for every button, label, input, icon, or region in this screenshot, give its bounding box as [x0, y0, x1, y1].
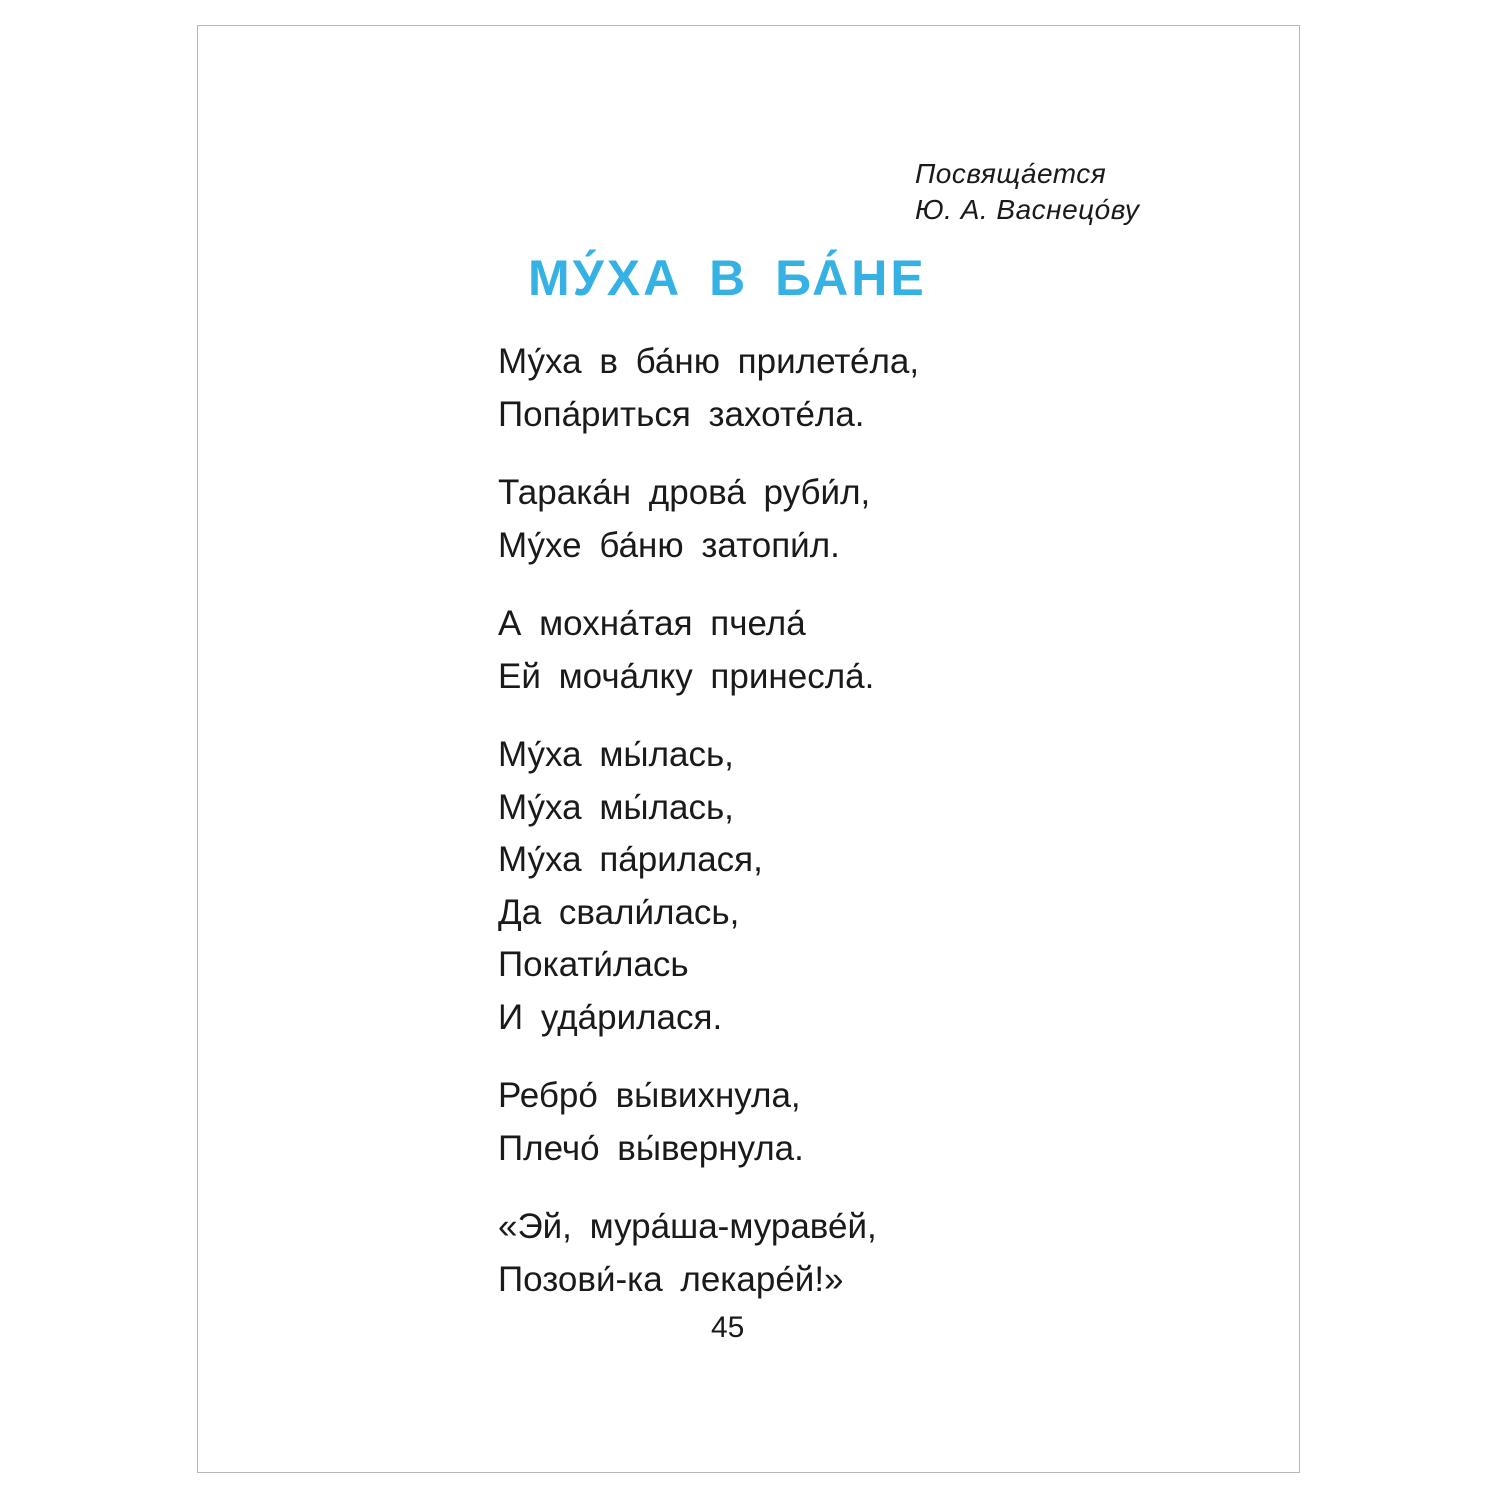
poem-line: А мохна́тая пчела́ [498, 604, 806, 643]
stanza [498, 729, 919, 1044]
poem-line: Тарака́н дрова́ руби́л, [498, 473, 871, 512]
stanza [498, 1070, 919, 1175]
stanza [498, 336, 919, 441]
poem-line: Ребро́ вы́вихнула, [498, 1076, 801, 1115]
page-number: 45 [711, 1311, 745, 1344]
poem-line: Да свали́лась, [498, 892, 740, 932]
dedication-line-2: Ю. А. Васнецо́ву [915, 194, 1140, 225]
poem-line: Позови́-ка лекаре́й!» [498, 1259, 844, 1299]
poem-line: «Эй, мура́ша-мураве́й, [498, 1207, 877, 1246]
poem-body [498, 336, 919, 1306]
poem-line: Му́ха мы́лась, [498, 787, 734, 827]
poem-line: Му́ха в ба́ню прилете́ла, [498, 342, 920, 381]
poem-line: Му́ха мы́лась, [498, 735, 734, 774]
stanza [498, 1201, 919, 1306]
poem-line: Покати́лась [498, 945, 689, 984]
stanza [498, 598, 919, 703]
stanza [498, 467, 919, 572]
dedication [915, 156, 1139, 228]
poem-line: Плечо́ вы́вернула. [498, 1128, 804, 1168]
dedication-line-1: Посвяща́ется [915, 158, 1107, 189]
poem-line: Му́хе ба́ню затопи́л. [498, 525, 840, 565]
poem-line: И уда́рилася. [498, 997, 723, 1037]
poem-line: Попа́риться захоте́ла. [498, 394, 865, 434]
poem-line: Ей моча́лку принесла́. [498, 656, 875, 696]
poem-title: МУ́ХА В БА́НЕ [528, 250, 927, 306]
poem-line: Му́ха па́рилася, [498, 840, 763, 879]
